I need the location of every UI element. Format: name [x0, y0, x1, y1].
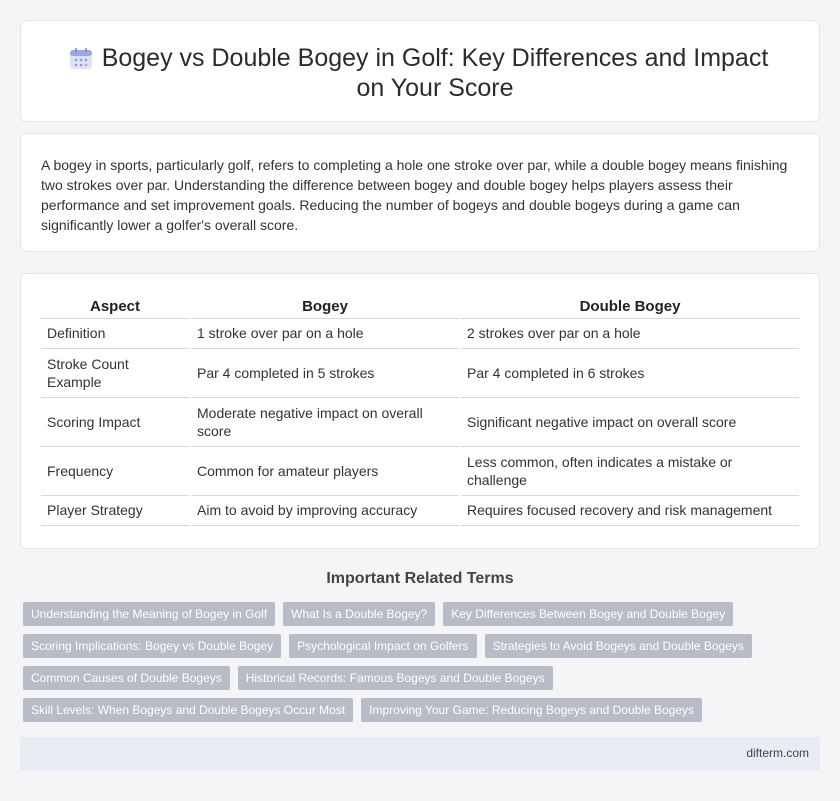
cell-double-bogey: Significant negative impact on overall score	[460, 397, 799, 446]
cell-bogey: Common for amateur players	[190, 446, 460, 495]
page-title: Bogey vs Double Bogey in Golf: Key Differences and Impact on Your Score	[101, 44, 769, 102]
related-term-link[interactable]: Strategies to Avoid Bogeys and Double Bogeys	[485, 634, 752, 658]
header-card	[20, 20, 820, 122]
cell-double-bogey: 2 strokes over par on a hole	[460, 318, 799, 348]
cell-double-bogey: Less common, often indicates a mistake or challenge	[460, 446, 799, 495]
cell-aspect: Definition	[41, 318, 190, 348]
related-term-link[interactable]: Scoring Implications: Bogey vs Double Bogey	[23, 634, 281, 658]
table-row	[41, 495, 799, 525]
cell-bogey: Moderate negative impact on overall score	[190, 397, 460, 446]
related-terms-list	[23, 602, 813, 730]
header-bogey: Bogey	[190, 298, 460, 318]
comparison-card	[20, 273, 820, 549]
related-term-link[interactable]: Skill Levels: When Bogeys and Double Bogeys Occur Most	[23, 698, 353, 722]
intro-card	[20, 133, 820, 252]
cell-bogey: 1 stroke over par on a hole	[190, 318, 460, 348]
related-terms-heading: Important Related Terms	[326, 570, 514, 587]
related-term-link[interactable]: Common Causes of Double Bogeys	[23, 666, 230, 690]
footer-brand[interactable]: difterm.com	[746, 746, 809, 760]
table-row	[41, 348, 799, 397]
footer	[20, 737, 820, 770]
comparison-table	[41, 298, 799, 526]
related-term-link[interactable]: Key Differences Between Bogey and Double Bogey	[443, 602, 733, 626]
related-term-link[interactable]: Improving Your Game: Reducing Bogeys and Double Bogeys	[361, 698, 702, 722]
table-row	[41, 397, 799, 446]
table-row	[41, 446, 799, 495]
cell-aspect: Frequency	[41, 446, 190, 495]
intro-paragraph: A bogey in sports, particularly golf, refers to completing a hole one stroke over par, while a double bogey means finishing two strokes over par. Understanding the difference between bogey and double bogey helps players assess their performance and set improvement goals. Reducing the number of bogeys and double bogeys during a game can significantly lower a golfer's overall score.	[41, 157, 788, 233]
table-row	[41, 318, 799, 348]
cell-double-bogey: Par 4 completed in 6 strokes	[460, 348, 799, 397]
header-aspect: Aspect	[41, 298, 190, 318]
table-header-row	[41, 298, 799, 318]
related-term-link[interactable]: What Is a Double Bogey?	[283, 602, 435, 626]
cell-aspect: Stroke Count Example	[41, 348, 190, 397]
cell-aspect: Player Strategy	[41, 495, 190, 525]
cell-aspect: Scoring Impact	[41, 397, 190, 446]
cell-double-bogey: Requires focused recovery and risk management	[460, 495, 799, 525]
related-term-link[interactable]: Historical Records: Famous Bogeys and Double Bogeys	[238, 666, 553, 690]
related-term-link[interactable]: Psychological Impact on Golfers	[289, 634, 476, 658]
cell-bogey: Aim to avoid by improving accuracy	[190, 495, 460, 525]
header-double-bogey: Double Bogey	[460, 298, 799, 318]
related-term-link[interactable]: Understanding the Meaning of Bogey in Golf	[23, 602, 275, 626]
cell-bogey: Par 4 completed in 5 strokes	[190, 348, 460, 397]
